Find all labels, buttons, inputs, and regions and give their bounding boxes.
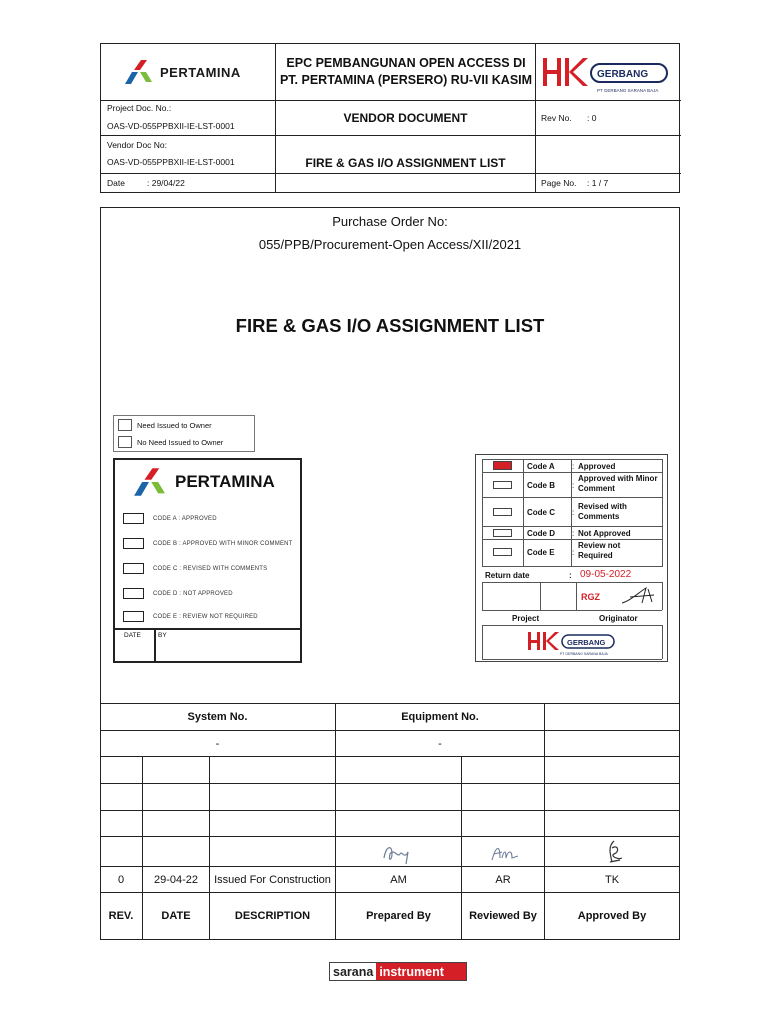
stamp-code-e: CODE E : REVIEW NOT REQUIRED: [123, 611, 258, 622]
rev-column-header: REV.: [108, 910, 134, 922]
code-b-desc: Approved with Minor Comment: [578, 474, 658, 493]
svg-text:PT GERBANG SARANA BAJA: PT GERBANG SARANA BAJA: [597, 88, 659, 93]
code-c-desc: Revised with Comments: [578, 502, 627, 521]
need-issued-checkbox[interactable]: [118, 419, 132, 431]
svg-text:GERBANG: GERBANG: [597, 69, 649, 80]
equipment-no-value: -: [438, 737, 442, 750]
date-label: Date: [107, 178, 125, 188]
prepared-by-cell: AM: [390, 873, 407, 886]
reviewer-initials: RGZ: [581, 592, 600, 602]
stamp-code-e-box: [123, 611, 144, 622]
issue-options-box: [113, 415, 255, 452]
page-value: : 1 / 7: [587, 178, 609, 188]
document-body: [100, 207, 680, 940]
code-e-label: Code E: [527, 548, 555, 557]
code-d-label: Code D: [527, 529, 555, 538]
vendor-doc-label: Vendor Doc No:: [107, 140, 168, 150]
stamp-pertamina-logo: [129, 466, 275, 498]
no-need-issued-label: No Need Issued to Owner: [137, 437, 224, 447]
code-a-desc: Approved: [578, 462, 616, 471]
page-label: Page No.: [541, 178, 577, 188]
date-value: : 29/04/22: [147, 178, 185, 188]
rev-label: Rev No.: [541, 113, 572, 123]
originator-signature-icon: [620, 585, 660, 607]
pertamina-review-stamp: [113, 458, 302, 663]
code-a-checkbox[interactable]: [493, 461, 512, 470]
code-d-checkbox[interactable]: [493, 529, 512, 537]
no-need-issued-option[interactable]: [118, 436, 223, 448]
hk-gerbang-logo: [539, 52, 677, 96]
code-a-label: Code A: [527, 462, 555, 471]
approved-by-cell: TK: [604, 873, 620, 886]
rev-cell: 0: [117, 873, 125, 886]
pertamina-logo: [121, 58, 241, 86]
system-no-header: System No.: [187, 711, 248, 723]
approved-by-column-header: Approved By: [577, 910, 647, 922]
project-label: Project: [512, 614, 540, 623]
reviewed-by-cell: AR: [495, 873, 511, 886]
code-b-label: Code B: [527, 481, 555, 490]
reviewed-by-column-header: Reviewed By: [469, 910, 537, 922]
pertamina-logo-icon: [121, 58, 155, 86]
project-doc-number: OAS-VD-055PPBXII-IE-LST-0001: [107, 121, 235, 131]
header-doc-title: FIRE & GAS I/O ASSIGNMENT LIST: [305, 156, 506, 170]
system-no-value: -: [215, 737, 220, 750]
approval-hk-logo-icon: [526, 628, 626, 658]
return-date-value: 09-05-2022: [580, 569, 632, 580]
project-title-line1: EPC PEMBANGUNAN OPEN ACCESS DI: [286, 56, 526, 70]
code-d-desc: Not Approved: [578, 529, 631, 538]
stamp-pertamina-logo-icon: [129, 466, 169, 498]
stamp-code-b: CODE B : APPROVED WITH MINOR COMMENT: [123, 538, 293, 549]
approval-stamp: Code A Code B Code C Code D Code E : : : : : Approved Approved with Minor Comment Revised with Comments Not Approved Review not Required Return date : 09-05-2022 RGZ Project Originator GERBANG PT GERBANG SARANA BAJA: [475, 454, 668, 662]
description-cell: Issued For Construction: [214, 873, 331, 886]
date-column-header: DATE: [161, 910, 191, 922]
need-issued-label: Need Issued to Owner: [137, 420, 212, 430]
stamp-code-d-box: [123, 588, 144, 599]
hk-gerbang-logo-icon: [539, 52, 677, 96]
no-need-issued-checkbox[interactable]: [118, 436, 132, 448]
pertamina-logo-text: PERTAMINA: [160, 64, 241, 80]
need-issued-option[interactable]: [118, 419, 212, 431]
stamp-code-d: CODE D : NOT APPROVED: [123, 588, 233, 599]
document-title: FIRE & GAS I/O ASSIGNMENT LIST: [235, 315, 545, 336]
document-header: [100, 43, 680, 193]
stamp-code-a: CODE A : APPROVED: [123, 513, 217, 524]
stamp-code-b-box: [123, 538, 144, 549]
vendor-document-label: VENDOR DOCUMENT: [343, 111, 468, 125]
project-title-line2: PT. PERTAMINA (PERSERO) RU-VII KASIM: [279, 73, 533, 87]
stamp-date-label: DATE: [124, 632, 141, 639]
purchase-order-number: 055/PPB/Procurement-Open Access/XII/2021: [258, 237, 522, 252]
date-cell: 29-04-22: [153, 873, 199, 886]
stamp-code-a-box: [123, 513, 144, 524]
originator-label: Originator: [599, 614, 638, 623]
project-title: [276, 44, 536, 100]
code-e-desc: Review not Required: [578, 541, 621, 560]
code-c-checkbox[interactable]: [493, 508, 512, 516]
prepared-by-column-header: Prepared By: [366, 910, 431, 922]
description-column-header: DESCRIPTION: [234, 910, 311, 922]
stamp-code-c: CODE C : REVISED WITH COMMENTS: [123, 563, 267, 574]
equipment-no-header: Equipment No.: [401, 711, 479, 723]
rev-value: : 0: [587, 113, 597, 123]
footer-logo-part1: sarana: [330, 963, 376, 980]
sarana-instrument-logo: [329, 962, 467, 981]
code-b-checkbox[interactable]: [493, 481, 512, 489]
stamp-code-c-box: [123, 563, 144, 574]
code-c-label: Code C: [527, 508, 555, 517]
svg-text:GERBANG: GERBANG: [567, 638, 606, 647]
code-e-checkbox[interactable]: [493, 548, 512, 556]
purchase-order-label: Purchase Order No:: [332, 214, 448, 229]
footer-logo-part2: instrument: [376, 963, 466, 980]
stamp-by-label: BY: [158, 632, 167, 639]
svg-text:PT GERBANG SARANA BAJA: PT GERBANG SARANA BAJA: [560, 652, 608, 656]
project-doc-label: Project Doc. No.:: [107, 103, 172, 113]
stamp-pertamina-text: PERTAMINA: [175, 472, 275, 491]
return-date-label: Return date: [485, 571, 530, 580]
vendor-doc-number: OAS-VD-055PPBXII-IE-LST-0001: [107, 157, 235, 167]
